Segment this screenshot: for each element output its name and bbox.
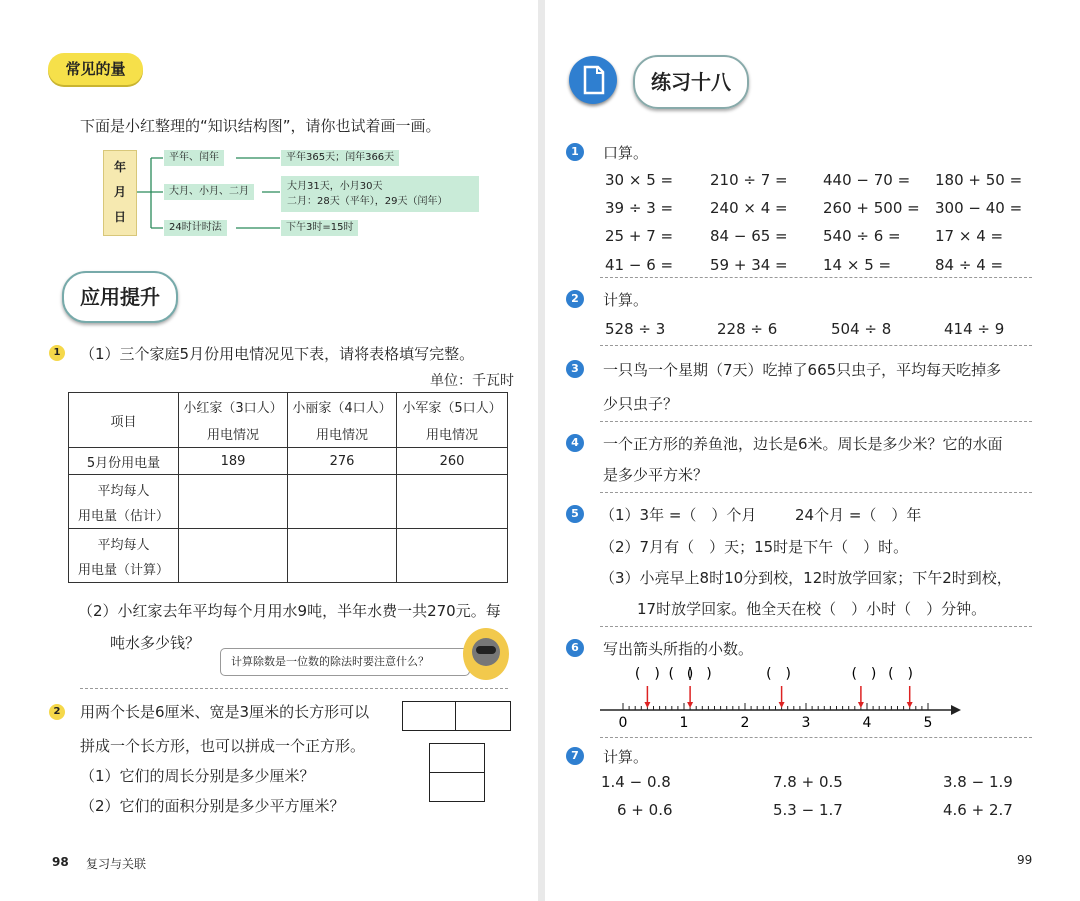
th-xiaojun-a: 小军家（5口人） bbox=[402, 401, 502, 416]
page-number-left: 98 bbox=[52, 855, 69, 869]
oral-calc-item: 59 + 34 = bbox=[710, 256, 788, 274]
kg-root bbox=[103, 150, 137, 236]
axis-label-5: 5 bbox=[923, 715, 933, 731]
kg-leaf-months bbox=[281, 176, 479, 212]
oral-calc-item: 240 × 4 = bbox=[710, 199, 788, 217]
q7-item-3: 3.8 − 1.9 bbox=[943, 773, 1013, 791]
divider bbox=[600, 626, 1032, 627]
oral-calc-item: 17 × 4 = bbox=[935, 227, 1004, 245]
unit-label: 单位：千瓦时 bbox=[430, 373, 514, 389]
answer-paren: ( ) bbox=[888, 666, 914, 682]
answer-paren: ( ) bbox=[634, 666, 660, 682]
number-line bbox=[595, 660, 965, 732]
cell-189: 189 bbox=[179, 448, 288, 475]
kg-mid-leap: 平年、闰年 bbox=[164, 150, 224, 166]
left-page bbox=[0, 0, 538, 901]
arrow-head bbox=[858, 702, 864, 708]
row-estimate-b: 用电量（估计） bbox=[77, 508, 169, 524]
th-xiaohong bbox=[179, 393, 288, 448]
calc-item-2: 228 ÷ 6 bbox=[717, 320, 778, 338]
blank-cell[interactable] bbox=[288, 475, 397, 529]
q1-part2-line1: （2）小红家去年平均每个月用水9吨，半年水费一共270元。每 bbox=[78, 602, 501, 620]
axis-label-4: 4 bbox=[862, 715, 872, 731]
oral-calc-item: 440 − 70 = bbox=[823, 171, 911, 189]
oral-calc-item: 180 + 50 = bbox=[935, 171, 1023, 189]
calc-item-1: 528 ÷ 3 bbox=[605, 320, 666, 338]
right-page bbox=[545, 0, 1080, 901]
axis-label-2: 2 bbox=[740, 715, 750, 731]
r-q5-3a: （3）小亮早上8时10分到校，12时放学回家；下午2时到校， bbox=[600, 569, 1012, 587]
q2-line3: （1）它们的周长分别是多少厘米？ bbox=[80, 767, 315, 785]
kg-leaf-months-line1: 大月31天，小月30天 bbox=[287, 181, 383, 192]
r-q7-badge: 7 bbox=[566, 747, 584, 765]
answer-paren: ( ) bbox=[766, 666, 792, 682]
axis-label-1: 1 bbox=[679, 715, 689, 731]
q7-item-5: 5.3 − 1.7 bbox=[773, 801, 843, 819]
th-xiaoli bbox=[288, 393, 397, 448]
r-q3-badge: 3 bbox=[566, 360, 584, 378]
axis-label-0: 0 bbox=[618, 715, 628, 731]
footer-left: 复习与关联 bbox=[86, 857, 147, 871]
q2-line1: 用两个长是6厘米、宽是3厘米的长方形可以 bbox=[80, 703, 370, 721]
document-icon bbox=[569, 56, 617, 104]
calc-item-3: 504 ÷ 8 bbox=[831, 320, 892, 338]
q7-item-2: 7.8 + 0.5 bbox=[773, 773, 843, 791]
q1-badge: 1 bbox=[49, 345, 65, 361]
r-q6-badge: 6 bbox=[566, 639, 584, 657]
kg-leaf-months-line2: 二月：28天（平年），29天（闰年） bbox=[287, 196, 448, 207]
oral-calc-item: 41 − 6 = bbox=[605, 256, 674, 274]
kg-root-year: 年 bbox=[113, 160, 126, 174]
oral-calc-item: 14 × 5 = bbox=[823, 256, 892, 274]
answer-paren: ( ) bbox=[851, 666, 877, 682]
row-estimate bbox=[69, 475, 179, 529]
divider bbox=[80, 688, 508, 689]
r-q2-badge: 2 bbox=[566, 290, 584, 308]
r-q5-1a: （1）3年 =（ ）个月 bbox=[600, 506, 757, 524]
divider bbox=[600, 737, 1032, 738]
r-q5-1b: 24个月 =（ ）年 bbox=[795, 506, 922, 524]
r-q5-2: （2）7月有（ ）天；15时是下午（ ）时。 bbox=[600, 538, 909, 556]
oral-calc-item: 30 × 5 = bbox=[605, 171, 674, 189]
oral-calc-item: 39 ÷ 3 = bbox=[605, 199, 674, 217]
calc-item-4: 414 ÷ 9 bbox=[944, 320, 1005, 338]
r-q3-line1: 一只鸟一个星期（7天）吃掉了665只虫子，平均每天吃掉多 bbox=[603, 361, 1002, 379]
r-q2-label: 计算。 bbox=[603, 291, 649, 309]
square-top bbox=[429, 743, 485, 773]
hint-bubble: 计算除数是一位数的除法时要注意什么？ bbox=[220, 648, 470, 676]
oral-calc-item: 260 + 500 = bbox=[823, 199, 920, 217]
rect-a bbox=[402, 701, 458, 731]
arrow-head bbox=[687, 702, 693, 708]
row-calc bbox=[69, 529, 179, 583]
q7-item-1: 1.4 − 0.8 bbox=[601, 773, 671, 791]
th-xiaohong-a: 小红家（3口人） bbox=[183, 401, 283, 416]
row-calc-a: 平均每人 bbox=[97, 537, 150, 553]
answer-paren: ( ) bbox=[668, 666, 694, 682]
r-q7-label: 计算。 bbox=[603, 748, 649, 766]
blank-cell[interactable] bbox=[397, 529, 508, 583]
kg-leaf-days: 平年365天；闰年366天 bbox=[281, 150, 399, 166]
rect-b bbox=[455, 701, 511, 731]
kg-root-month: 月 bbox=[113, 185, 126, 199]
exercise-title: 练习十八 bbox=[633, 55, 749, 109]
q2-line4: （2）它们的面积分别是多少平方厘米？ bbox=[80, 797, 345, 815]
oral-calc-item: 84 − 65 = bbox=[710, 227, 788, 245]
row-calc-b: 用电量（计算） bbox=[77, 562, 169, 578]
kg-root-day: 日 bbox=[113, 210, 126, 224]
divider bbox=[600, 421, 1032, 422]
divider bbox=[600, 277, 1032, 278]
arrow-head bbox=[779, 702, 785, 708]
answer-paren: ( ) bbox=[686, 666, 712, 682]
blank-cell[interactable] bbox=[179, 529, 288, 583]
th-xiaojun bbox=[397, 393, 508, 448]
section-title: 应用提升 bbox=[62, 271, 178, 323]
th-xiaoli-a: 小丽家（4口人） bbox=[292, 401, 392, 416]
cell-276: 276 bbox=[288, 448, 397, 475]
q7-item-4: 6 + 0.6 bbox=[617, 801, 673, 819]
row-may-usage: 5月份用电量 bbox=[69, 448, 179, 475]
divider bbox=[600, 492, 1032, 493]
r-q4-line2: 是多少平方米？ bbox=[603, 466, 709, 484]
kg-mid-24h: 24时计时法 bbox=[164, 220, 227, 236]
cell-260: 260 bbox=[397, 448, 508, 475]
intro-text: 下面是小红整理的“知识结构图”，请你也试着画一画。 bbox=[80, 117, 441, 135]
th-xiaohong-b: 用电情况 bbox=[206, 428, 259, 443]
robot-avatar bbox=[463, 628, 509, 680]
oral-calc-item: 84 ÷ 4 = bbox=[935, 256, 1004, 274]
th-item: 项目 bbox=[69, 393, 179, 448]
r-q5-badge: 5 bbox=[566, 505, 584, 523]
oral-calc-item: 540 ÷ 6 = bbox=[823, 227, 901, 245]
blank-cell[interactable] bbox=[288, 529, 397, 583]
blank-cell[interactable] bbox=[397, 475, 508, 529]
arrow-head bbox=[907, 702, 913, 708]
r-q6-label: 写出箭头所指的小数。 bbox=[603, 640, 754, 658]
square-bottom bbox=[429, 772, 485, 802]
axis-arrowhead bbox=[951, 705, 961, 715]
q1-part1: （1）三个家庭5月份用电情况见下表，请将表格填写完整。 bbox=[80, 345, 475, 363]
page-number-right: 99 bbox=[1017, 853, 1033, 867]
q1-part2-line2: 吨水多少钱？ bbox=[110, 634, 201, 652]
r-q3-line2: 少只虫子？ bbox=[603, 395, 679, 413]
row-estimate-a: 平均每人 bbox=[97, 483, 150, 499]
oral-calc-item: 300 − 40 = bbox=[935, 199, 1023, 217]
kg-leaf-3pm: 下午3时=15时 bbox=[281, 220, 358, 236]
q2-badge: 2 bbox=[49, 704, 65, 720]
arrow-head bbox=[644, 702, 650, 708]
r-q1-badge: 1 bbox=[566, 143, 584, 161]
divider bbox=[600, 345, 1032, 346]
blank-cell[interactable] bbox=[179, 475, 288, 529]
r-q1-label: 口算。 bbox=[603, 144, 649, 162]
r-q4-line1: 一个正方形的养鱼池，边长是6米。周长是多少米？它的水面 bbox=[603, 435, 1003, 453]
oral-calc-item: 210 ÷ 7 = bbox=[710, 171, 788, 189]
electricity-table bbox=[68, 392, 508, 583]
topic-chip: 常见的量 bbox=[48, 53, 143, 85]
q7-item-6: 4.6 + 2.7 bbox=[943, 801, 1013, 819]
q2-line2: 拼成一个长方形，也可以拼成一个正方形。 bbox=[80, 737, 366, 755]
oral-calc-item: 25 + 7 = bbox=[605, 227, 674, 245]
r-q4-badge: 4 bbox=[566, 434, 584, 452]
kg-mid-months: 大月、小月、二月 bbox=[164, 184, 254, 200]
th-xiaoli-b: 用电情况 bbox=[315, 428, 368, 443]
th-xiaojun-b: 用电情况 bbox=[425, 428, 478, 443]
axis-label-3: 3 bbox=[801, 715, 811, 731]
r-q5-3b: 17时放学回家。他全天在校（ ）小时（ ）分钟。 bbox=[637, 600, 987, 618]
